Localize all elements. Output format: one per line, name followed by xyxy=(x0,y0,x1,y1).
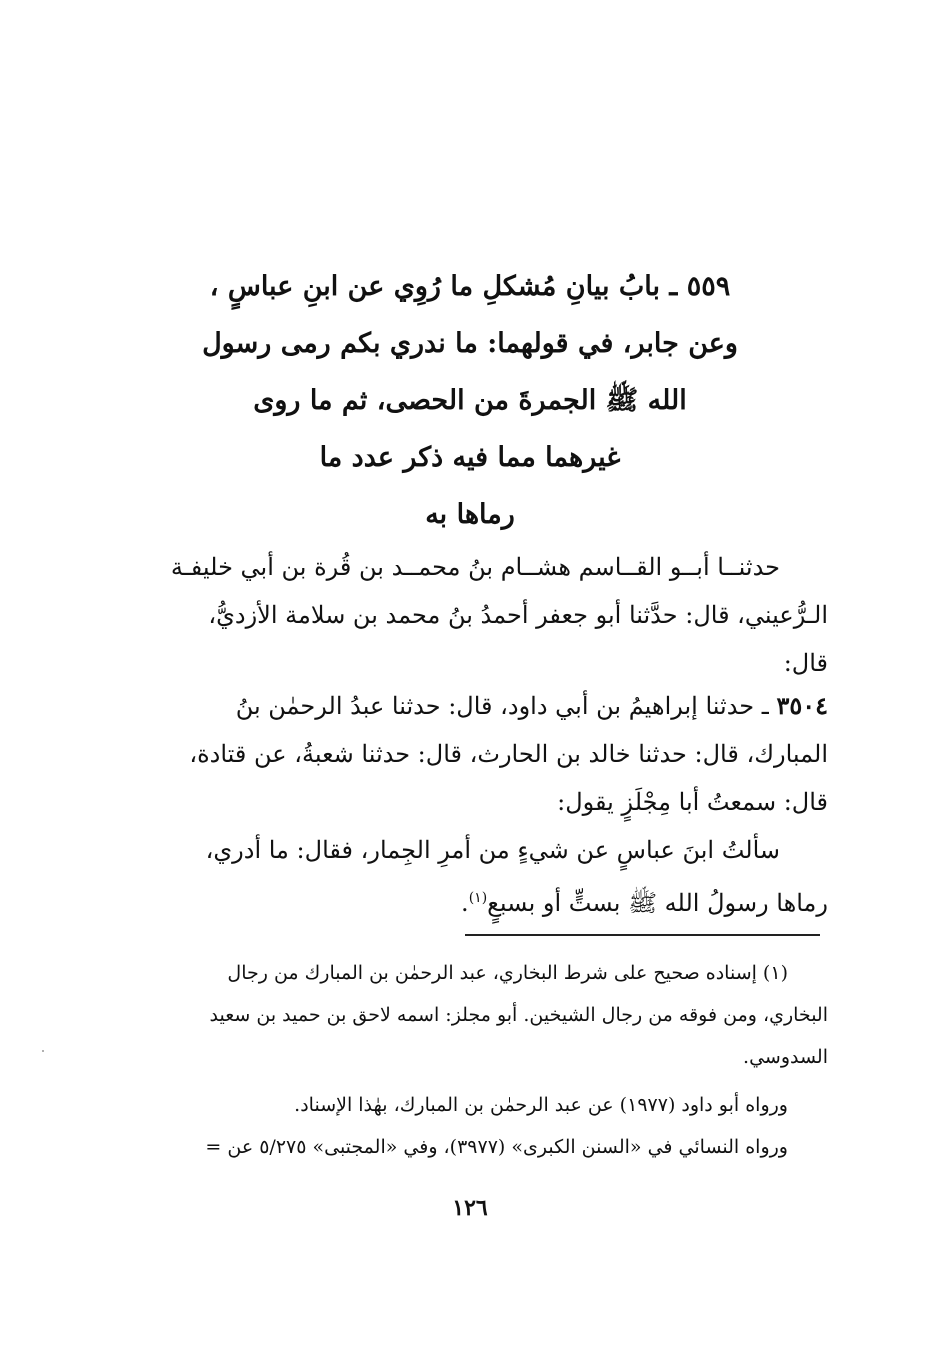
heading-line-5: رماها به xyxy=(425,499,515,530)
matn-paragraph xyxy=(118,826,828,927)
hadith-line-3: قال: سمعتُ أبا مِجْلَزٍ يقول: xyxy=(557,788,828,816)
matn-line-1: سألتُ ابنَ عباسٍ عن شيءٍ من أمرِ الجِمار، فقال: ما أدري، xyxy=(205,836,780,864)
chapter-heading xyxy=(150,258,790,543)
hadith-paragraph xyxy=(118,682,828,826)
isnad-line-1: حدثنــا أبــو القــاسم هشــام بنُ محمــد بن قُرة بن أبي خليفـة xyxy=(170,553,780,581)
heading-line-3: الله ﷺ الجمرةَ من الحصى، ثم ما روى xyxy=(253,385,687,416)
hadith-line-1-text: ـ حدثنا إبراهيمُ بن أبي داود، قال: حدثنا عبدُ الرحمٰن بنُ xyxy=(235,692,769,720)
matn-line-2 xyxy=(118,874,828,927)
heading-line-4: غيرهما مما فيه ذكر عدد ما xyxy=(319,442,621,473)
heading-line-2: وعن جابر، في قولهما: ما ندري بكم رمى رسول xyxy=(202,328,738,359)
footnote-line-2: البخاري، ومن فوقه من رجال الشيخين. أبو مجلز: اسمه لاحق بن حميد بن سعيد xyxy=(209,1004,828,1026)
footnotes-section xyxy=(118,952,828,1168)
isnad-line-2: الـرُّعيني، قال: حدَّثنا أبو جعفر أحمدُ بنُ محمد بن سلامة الأزديُّ، xyxy=(208,601,828,629)
footnote-line-4: ورواه أبو داود (١٩٧٧) عن عبد الرحمٰن بن المبارك، بهٰذا الإسناد. xyxy=(294,1094,788,1116)
footnote-separator xyxy=(465,934,820,936)
footnote-line-3: السدوسي. xyxy=(743,1046,828,1068)
footnote-reference[interactable]: (١) xyxy=(468,890,488,906)
footnote-line-1: (١) إسناده صحيح على شرط البخاري، عبد الرحمٰن بن المبارك من رجال xyxy=(227,962,788,984)
page-number: ١٢٦ xyxy=(452,1195,488,1221)
matn-end-mark: . xyxy=(461,889,469,917)
isnad-paragraph xyxy=(118,543,828,687)
matn-line-2-text: رماها رسولُ الله ﷺ بستٍّ أو بسبعٍ xyxy=(487,889,828,917)
isnad-line-3: قال: xyxy=(783,649,828,677)
heading-line-1: ٥٥٩ ـ بابُ بيانِ مُشكلِ ما رُوِي عن ابنِ عباسٍ ، xyxy=(209,271,731,302)
footnote-line-5: ورواه النسائي في «السنن الكبرى» (٣٩٧٧)، وفي «المجتبى» ٥/٢٧٥ عن = xyxy=(205,1136,788,1158)
hadith-number: ٣٥٠٤ xyxy=(776,691,828,720)
hadith-line-1 xyxy=(118,682,828,730)
hadith-line-2: المبارك، قال: حدثنا خالد بن الحارث، قال: حدثنا شعبةُ، عن قتادة، xyxy=(189,740,828,768)
scan-speck xyxy=(42,1050,44,1052)
